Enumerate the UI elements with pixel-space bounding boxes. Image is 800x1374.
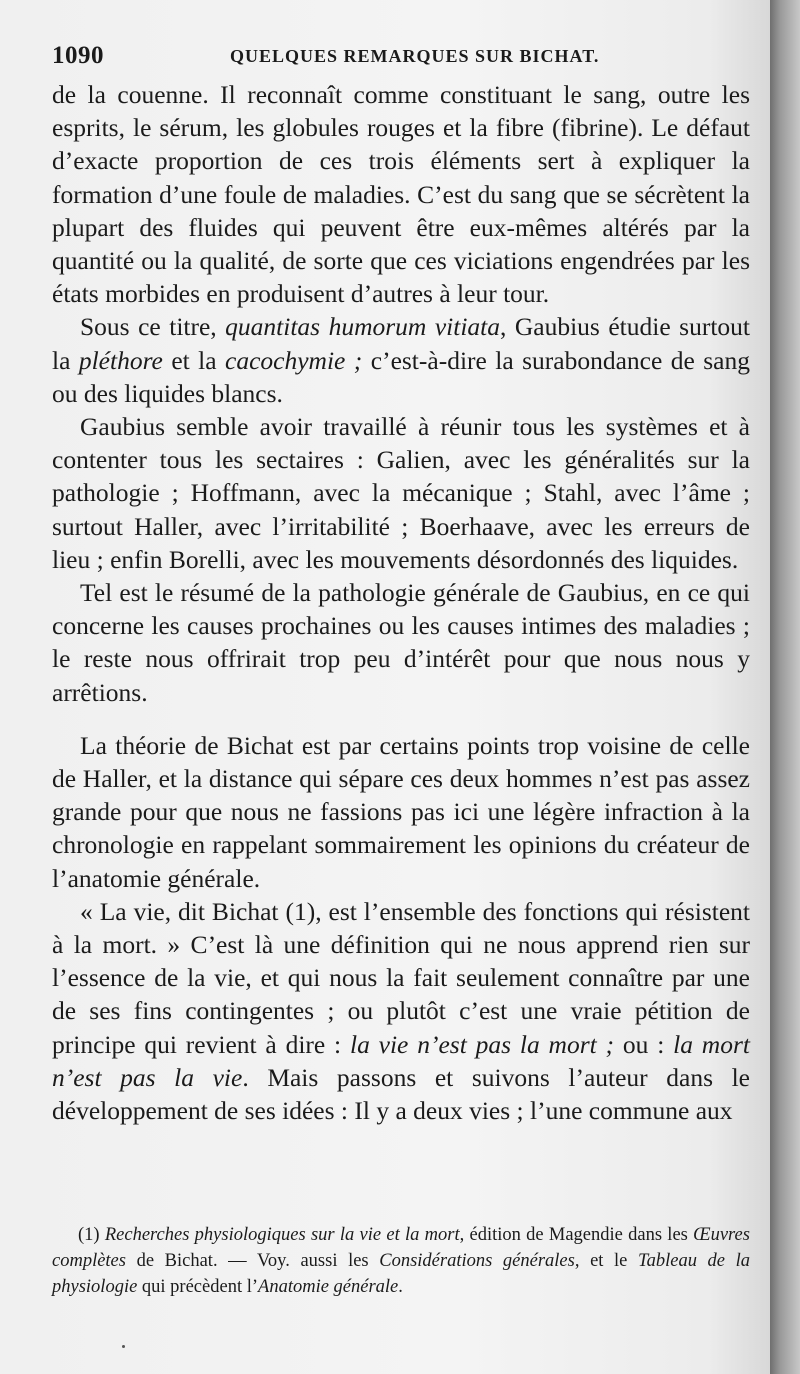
italic-run: Œuvres complètes (52, 1225, 750, 1271)
text-run: , Gaubius étudie surtout la (52, 312, 750, 375)
page-header (52, 42, 752, 72)
italic-run: quantitas humorum vitiata (225, 312, 500, 342)
paragraph-6 (52, 895, 750, 1127)
page-number: 1090 (52, 42, 104, 69)
text-run: . Mais passons et suivons l’auteur dans le développement de ses idées : Il y a deux vies ; l’une commune aux (52, 1062, 750, 1126)
italic-run: pléthore (78, 345, 163, 375)
running-head: QUELQUES REMARQUES SUR BICHAT. (230, 46, 600, 66)
paragraph-1: de la couenne. Il reconnaît comme constituant le sang, outre les esprits, le sérum, les globules rouges et la fibre (fibrine). Le défaut d’exacte proportion de ces trois éléments sert à expliquer la formation d’une foule de maladies. C’est du sang que se sécrètent la plupart des fluides qui peuvent être eux-mêmes altérés par la quantité ou la qualité, de sorte que ces viciations engendrées par les états morbides en produisent d’autres à leur tour. (52, 80, 750, 309)
text-run: et la (162, 345, 226, 375)
italic-run: la vie n’est pas la mort ; (349, 1029, 615, 1059)
text-run: qui précèdent l’ (137, 1277, 259, 1297)
paragraph-5: La théorie de Bichat est par certains points trop voisine de celle de Haller, et la distance qui sépare ces deux hommes n’est pas assez grande pour que nous ne fassions pas ici une légère infraction à la chronologie en rappelant sommairement les opinions du créateur de l’anatomie générale. (52, 730, 750, 893)
body-text (52, 78, 750, 1127)
italic-run: cacochymie ; (225, 345, 363, 375)
paragraph-3: Gaubius semble avoir travaillé à réunir tous les systèmes et à contenter tous les sectaires : Galien, avec les généralités sur la pathologie ; Hoffmann, avec la mécanique ; Stahl, avec l’âme ; surtout Haller, avec l’irritabilité ; Boerhaave, avec les erreurs de lieu ; enfin Borelli, avec les mouvements désordonnés des liquides. (52, 412, 750, 574)
italic-run: Tableau de la physiologie (52, 1251, 751, 1297)
italic-run: Considérations générales (379, 1251, 575, 1271)
italic-run: Recherches physiologiques sur la vie et la mort (104, 1225, 460, 1245)
paragraph-4: Tel est le résumé de la pathologie générale de Gaubius, en ce qui concerne les causes prochaines ou les causes intimes des maladies ; le reste nous offrirait trop peu d’intérêt pour que nous nous y arrêtions. (52, 578, 750, 707)
paragraph-2 (52, 310, 750, 410)
ink-speck (122, 1345, 125, 1348)
text-run: Sous ce titre, (80, 312, 226, 342)
text-run: de Bichat. — Voy. aussi les (125, 1251, 380, 1271)
italic-run: Anatomie générale (258, 1277, 399, 1297)
text-run: c’est-à-dire la surabondance de sang ou des liquides blancs. (52, 345, 750, 408)
text-run: . (398, 1277, 403, 1297)
text-run: , édition de Magendie dans les (459, 1225, 694, 1245)
binding-shadow (770, 0, 800, 1374)
italic-run: la mort n’est pas la vie (52, 1029, 750, 1092)
text-run: « La vie, dit Bichat (1), est l’ensemble des fonctions qui résistent à la mort. » C’est là une définition qui ne nous apprend rien sur l’essence de la vie, et qui nous la fait seulement connaître par une de ses fins contingentes ; ou plutôt c’est une vraie pétition de principe qui revient à dire : (52, 896, 750, 1059)
text-run: ou : (614, 1029, 674, 1059)
footnote-marker: (1) (78, 1225, 105, 1245)
text-run: , et le (574, 1251, 638, 1271)
footnote (52, 1222, 750, 1300)
